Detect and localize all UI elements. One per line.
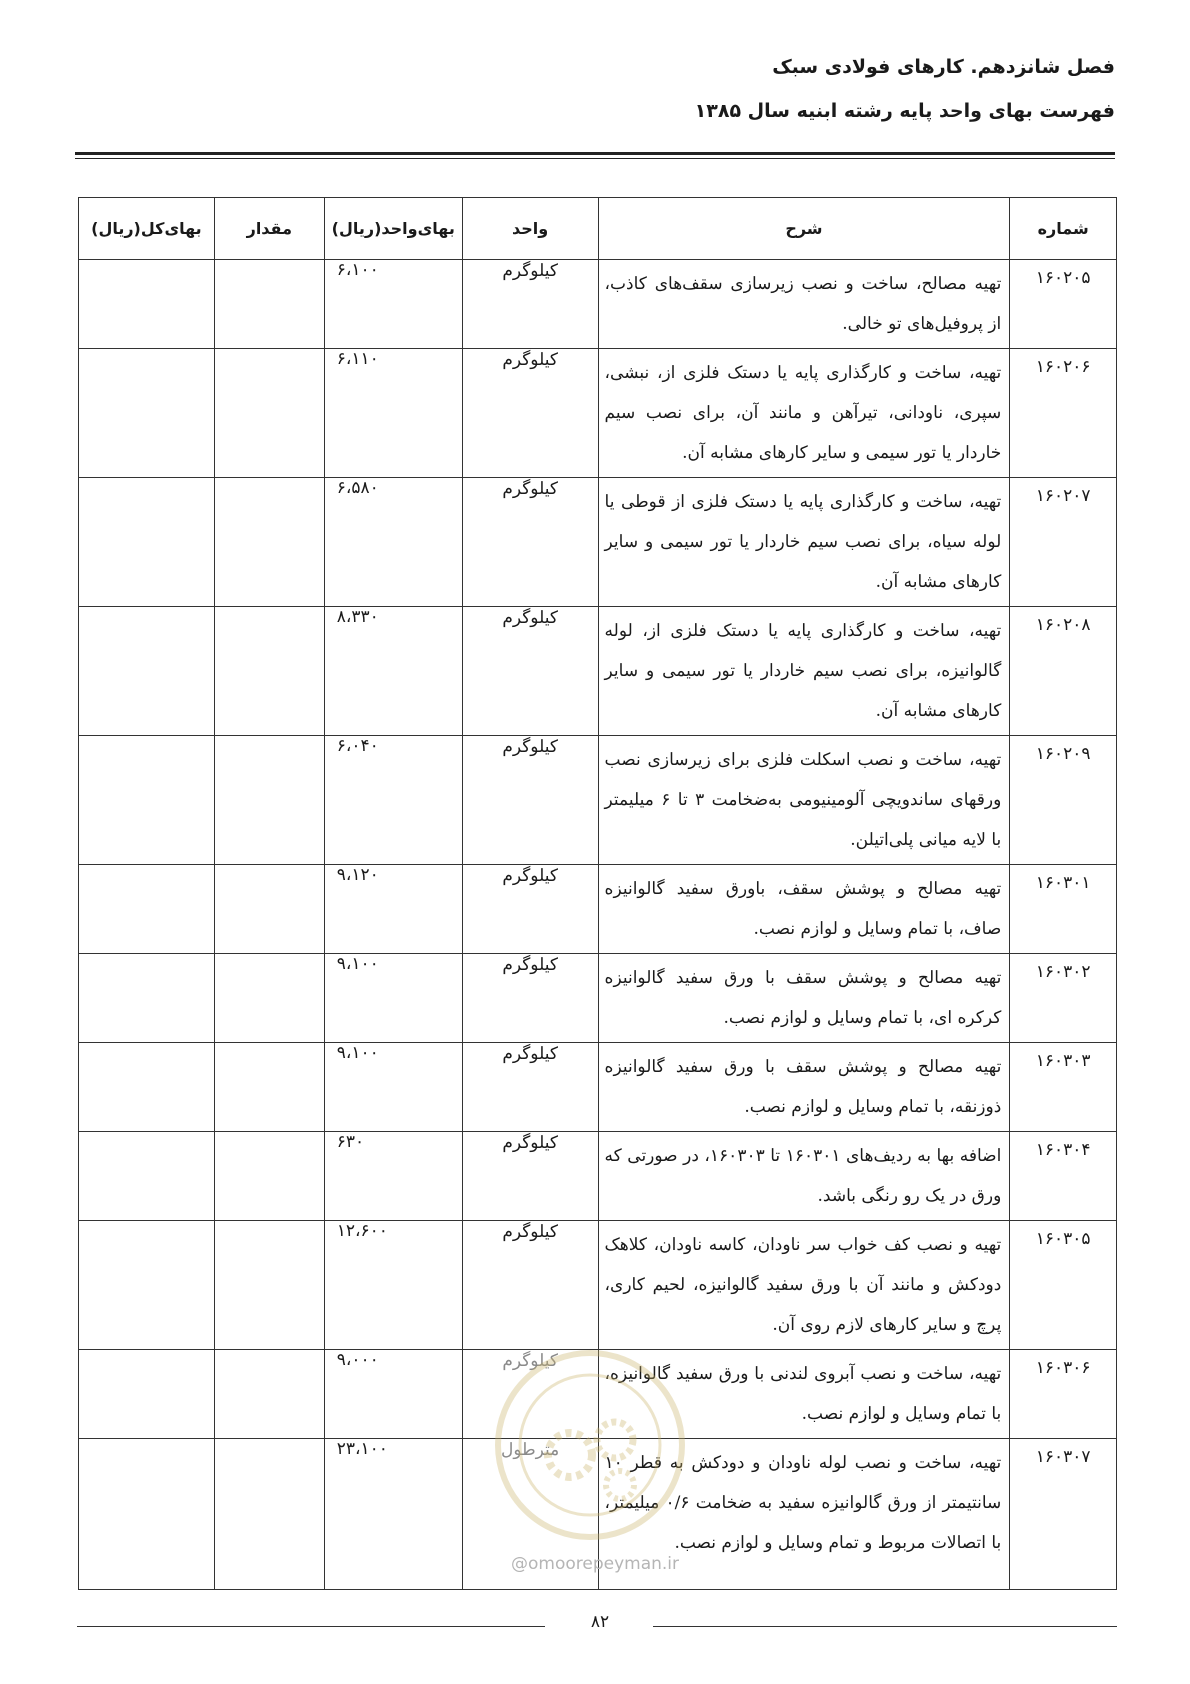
- item-unit-price: ۶،۱۱۰: [324, 349, 462, 478]
- price-table: [78, 197, 1117, 1590]
- item-total-price: [79, 349, 215, 478]
- item-unit-price: ۱۲،۶۰۰: [324, 1221, 462, 1350]
- item-unit: کیلوگرم: [462, 349, 598, 478]
- item-description: تهیه مصالح، ساخت و نصب زیرسازی سقف‌های کاذب، از پروفیل‌های تو خالی.: [598, 260, 1010, 349]
- item-unit: کیلوگرم: [462, 865, 598, 954]
- item-unit-price: ۶،۵۸۰: [324, 478, 462, 607]
- item-code: ۱۶۰۳۰۳: [1010, 1043, 1117, 1132]
- item-description: تهیه، ساخت و کارگذاری پایه یا دستک فلزی از، لوله گالوانیزه، برای نصب سیم خاردار یا تور سیمی و سایر کارهای مشابه آن.: [598, 607, 1010, 736]
- item-code: ۱۶۰۲۰۷: [1010, 478, 1117, 607]
- item-unit-price: ۹،۱۰۰: [324, 954, 462, 1043]
- item-quantity: [214, 1350, 324, 1439]
- table-row: [79, 349, 1117, 478]
- item-description: تهیه و نصب کف خواب سر ناودان، کاسه ناودان، کلاهک دودکش و مانند آن با ورق سفید گالوانیزه، لحیم کاری، پرچ و سایر کارهای لازم روی آن.: [598, 1221, 1010, 1350]
- item-code: ۱۶۰۲۰۹: [1010, 736, 1117, 865]
- item-code: ۱۶۰۳۰۱: [1010, 865, 1117, 954]
- item-unit: کیلوگرم: [462, 478, 598, 607]
- item-quantity: [214, 1221, 324, 1350]
- footer-rule-left: [77, 1626, 545, 1627]
- table-row: [79, 954, 1117, 1043]
- item-quantity: [214, 607, 324, 736]
- header-rule-thick: [75, 152, 1115, 155]
- item-unit-price: ۶،۰۴۰: [324, 736, 462, 865]
- item-description: تهیه مصالح و پوشش سقف با ورق سفید گالوانیزه ذوزنقه، با تمام وسایل و لوازم نصب.: [598, 1043, 1010, 1132]
- header-unit-price: بهای‌واحد(ریال): [324, 198, 462, 260]
- item-total-price: [79, 1350, 215, 1439]
- table-row: [79, 1350, 1117, 1439]
- item-total-price: [79, 954, 215, 1043]
- page-header: [695, 56, 1115, 122]
- item-description: تهیه مصالح و پوشش سقف، باورق سفید گالوانیزه صاف، با تمام وسایل و لوازم نصب.: [598, 865, 1010, 954]
- item-total-price: [79, 260, 215, 349]
- watermark-site-text: @omoorepeyman.ir: [510, 1554, 680, 1574]
- item-unit-price: ۸،۳۳۰: [324, 607, 462, 736]
- item-unit-price: ۶،۱۰۰: [324, 260, 462, 349]
- item-unit-price: ۶۳۰: [324, 1132, 462, 1221]
- item-total-price: [79, 607, 215, 736]
- page-number: ۸۲: [590, 1612, 610, 1632]
- item-quantity: [214, 865, 324, 954]
- item-unit: کیلوگرم: [462, 736, 598, 865]
- item-description: تهیه، ساخت و کارگذاری پایه یا دستک فلزی از، نبشی، سپری، ناودانی، تیرآهن و مانند آن، برای نصب سیم خاردار یا تور سیمی و سایر کارهای مشابه آن.: [598, 349, 1010, 478]
- item-total-price: [79, 1132, 215, 1221]
- table-row: [79, 1221, 1117, 1350]
- item-description: تهیه، ساخت و نصب لوله ناودان و دودکش به قطر ۱۰ سانتیمتر از ورق گالوانیزه سفید به ضخامت ۰/۶ میلیمتر، با اتصالات مربوط و تمام وسایل و لوازم نصب.: [598, 1439, 1010, 1590]
- item-unit-price: ۹،۱۰۰: [324, 1043, 462, 1132]
- item-quantity: [214, 954, 324, 1043]
- item-description: تهیه، ساخت و کارگذاری پایه یا دستک فلزی از قوطی یا لوله سیاه، برای نصب سیم خاردار یا تور سیمی و سایر کارهای مشابه آن.: [598, 478, 1010, 607]
- item-description: اضافه بها به ردیف‌های ۱۶۰۳۰۱ تا ۱۶۰۳۰۳، در صورتی که ورق در یک رو رنگی باشد.: [598, 1132, 1010, 1221]
- item-quantity: [214, 478, 324, 607]
- item-code: ۱۶۰۳۰۷: [1010, 1439, 1117, 1590]
- item-description: تهیه، ساخت و نصب اسکلت فلزی برای زیرسازی نصب ورقهای ساندویچی آلومینیومی به‌ضخامت ۳ تا ۶ میلیمتر با لایه میانی پلی‌اتیلن.: [598, 736, 1010, 865]
- table-row: [79, 1043, 1117, 1132]
- table-row: [79, 736, 1117, 865]
- item-unit: کیلوگرم: [462, 260, 598, 349]
- header-code: شماره: [1010, 198, 1117, 260]
- document-subtitle: فهرست بهای واحد پایه رشته ابنیه سال ۱۳۸۵: [694, 100, 1115, 122]
- item-code: ۱۶۰۳۰۵: [1010, 1221, 1117, 1350]
- item-unit-price: ۹،۱۲۰: [324, 865, 462, 954]
- item-unit: کیلوگرم: [462, 954, 598, 1043]
- table-row: [79, 260, 1117, 349]
- header-unit: واحد: [462, 198, 598, 260]
- item-total-price: [79, 1043, 215, 1132]
- item-unit: کیلوگرم: [462, 1132, 598, 1221]
- header-total-price: بهای‌کل(ریال): [79, 198, 215, 260]
- item-quantity: [214, 260, 324, 349]
- item-quantity: [214, 1132, 324, 1221]
- footer-rule-right: [653, 1626, 1117, 1627]
- item-quantity: [214, 1043, 324, 1132]
- item-description: تهیه مصالح و پوشش سقف با ورق سفید گالوانیزه کرکره ای، با تمام وسایل و لوازم نصب.: [598, 954, 1010, 1043]
- table-row: [79, 607, 1117, 736]
- table-row: [79, 1132, 1117, 1221]
- item-code: ۱۶۰۳۰۶: [1010, 1350, 1117, 1439]
- item-code: ۱۶۰۲۰۶: [1010, 349, 1117, 478]
- item-unit: کیلوگرم: [462, 1350, 598, 1439]
- item-total-price: [79, 736, 215, 865]
- item-code: ۱۶۰۲۰۵: [1010, 260, 1117, 349]
- table-row: [79, 865, 1117, 954]
- header-description: شرح: [598, 198, 1010, 260]
- header-quantity: مقدار: [214, 198, 324, 260]
- item-quantity: [214, 736, 324, 865]
- table-header-row: [79, 198, 1117, 260]
- item-unit: کیلوگرم: [462, 1043, 598, 1132]
- item-quantity: [214, 349, 324, 478]
- item-unit: کیلوگرم: [462, 1221, 598, 1350]
- item-total-price: [79, 478, 215, 607]
- item-unit: کیلوگرم: [462, 607, 598, 736]
- item-code: ۱۶۰۲۰۸: [1010, 607, 1117, 736]
- item-description: تهیه، ساخت و نصب آبروی لندنی با ورق سفید گالوانیزه، با تمام وسایل و لوازم نصب.: [598, 1350, 1010, 1439]
- table-row: [79, 478, 1117, 607]
- item-unit-price: ۹،۰۰۰: [324, 1350, 462, 1439]
- header-rule-thin: [75, 158, 1115, 159]
- item-total-price: [79, 865, 215, 954]
- item-code: ۱۶۰۳۰۲: [1010, 954, 1117, 1043]
- chapter-title: فصل شانزدهم. کارهای فولادی سبک: [772, 56, 1115, 78]
- item-total-price: [79, 1221, 215, 1350]
- item-unit: مترطول: [462, 1439, 598, 1590]
- item-code: ۱۶۰۳۰۴: [1010, 1132, 1117, 1221]
- item-unit-price: ۲۳،۱۰۰: [324, 1439, 462, 1590]
